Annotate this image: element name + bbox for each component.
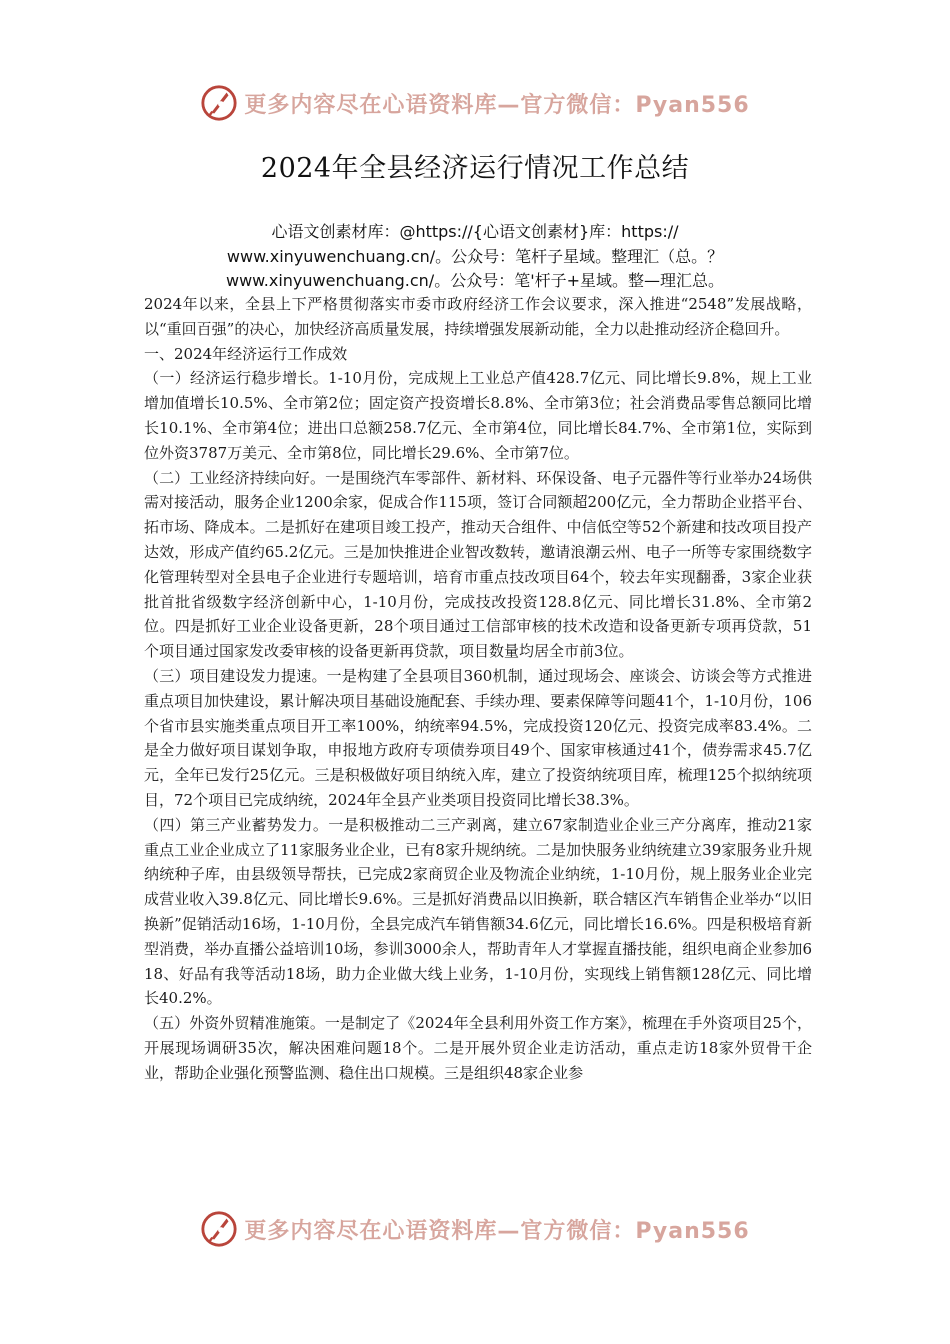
header-watermark-banner — [0, 78, 950, 128]
paragraph-foreign-trade: （五）外资外贸精准施策。一是制定了《2024年全县利用外资工作方案》，梳理在手外资项目25个，开展现场调研35次，解决困难问题18个。二是开展外贸企业走访活动，重点走访18家外贸骨干企业，帮助企业强化预警监测、稳住出口规模。三是组织48家企业参 — [144, 1014, 812, 1082]
intro-paragraph: 2024年以来，全县上下严格贯彻落实市委市政府经济工作会议要求，深入推进“2548”发展战略，以“重回百强”的决心，加快经济高质量发展，持续增强发展新动能，全力以赴推动经济企稳回升。 — [144, 295, 812, 338]
source-line: www.xinyuwenchuang.cn/。公众号：笔'杆子+星域。整—理汇总。 — [225, 271, 724, 290]
quill-pen-logo-icon — [200, 1210, 238, 1248]
footer-watermark-banner — [0, 1204, 950, 1254]
section-heading: 一、2024年经济运行工作成效 — [144, 344, 348, 363]
paragraph-project-construction: （三）项目建设发力提速。一是构建了全县项目360机制，通过现场会、座谈会、访谈会等方式推进重点项目加快建设，累计解决项目基础设施配套、手续办理、要素保障等问题41个，1-10月份，106个省市县实施类重点项目开工率100%，纳统率94.5%，完成投资120亿元、投资完成率83.4%。二是全力做好项目谋划争取，申报地方政府专项债券项目49个、国家审核通过41个，债券需求45.7亿元，全年已发行25亿元。三是积极做好项目纳统入库，建立了投资纳统项目库，梳理125个拟纳统项目，72个项目已完成纳统，2024年全县产业类项目投资同比增长38.3%。 — [144, 666, 812, 809]
paragraph-economic-operation: （一）经济运行稳步增长。1-10月份，完成规上工业总产值428.7亿元、同比增长9.8%，规上工业增加值增长10.5%、全市第2位；固定资产投资增长8.8%、全市第3位；社会消费品零售总额同比增长10.1%、全市第4位；进出口总额258.7亿元、全市第4位，同比增长84.7%、全市第1位，实际到位外资3787万美元、全市第8位，同比增长29.6%、全市第7位。 — [144, 369, 812, 462]
source-line: www.xinyuwenchuang.cn/。公众号：笔杆子星域。整理汇（总。？ — [226, 246, 724, 266]
paragraph-industrial-economy: （二）工业经济持续向好。一是围绕汽车零部件、新材料、环保设备、电子元器件等行业举办24场供需对接活动，服务企业1200余家，促成合作115项，签订合同额超200亿元，全力帮助企业搭平台、拓市场、降成本。二是抓好在建项目竣工投产，推动天合组件、中信低空等52个新建和技改项目投产达效，形成产值约65.2亿元。三是加快推进企业智改数转，邀请浪潮云州、电子一所等专家围绕数字化管理转型对全县电子企业进行专题培训，培育市重点技改项目64个，较去年实现翻番，3家企业获批首批省级数字经济创新中心，1-10月份，完成技改投资128.8亿元、同比增长31.8%、全市第2位。四是抓好工业企业设备更新，28个项目通过工信部审核的技术改造和设备更新专项再贷款，51个项目通过国家发改委审核的设备更新再贷款，项目数量均居全市前3位。 — [144, 468, 812, 661]
source-attribution — [140, 220, 810, 294]
quill-pen-logo-icon — [200, 84, 238, 122]
source-line: 心语文创素材库：@https://{心语文创素材}库：https:// — [271, 222, 679, 241]
document-title: 2024年全县经济运行情况工作总结 — [260, 153, 690, 184]
document-body — [144, 292, 812, 1086]
watermark-text: 更多内容尽在心语资料库—官方微信：Pyan556 — [244, 92, 750, 118]
paragraph-tertiary-industry: （四）第三产业蓄势发力。一是积极推动二三产剥离，建立67家制造业企业三产分离库，推动21家重点工业企业成立了11家服务业企业，已有8家升规纳统。二是加快服务业纳统建立39家服务业升规纳统种子库，由县级领导帮扶，已完成2家商贸企业及物流企业纳统，1-10月份，规上服务业企业完成营业收入39.8亿元、同比增长9.6%。三是抓好消费品以旧换新，联合辖区汽车销售企业举办“以旧换新”促销活动16场，1-10月份，全县完成汽车销售额34.6亿元，同比增长16.6%。四是积极培育新型消费，举办直播公益培训10场，参训3000余人，帮助青年人才掌握直播技能，组织电商企业参加618、好品有我等活动18场，助力企业做大线上业务，1-10月份，实现线上销售额128亿元、同比增长40.2%。 — [144, 815, 812, 1008]
watermark-text: 更多内容尽在心语资料库—官方微信：Pyan556 — [244, 1218, 750, 1244]
